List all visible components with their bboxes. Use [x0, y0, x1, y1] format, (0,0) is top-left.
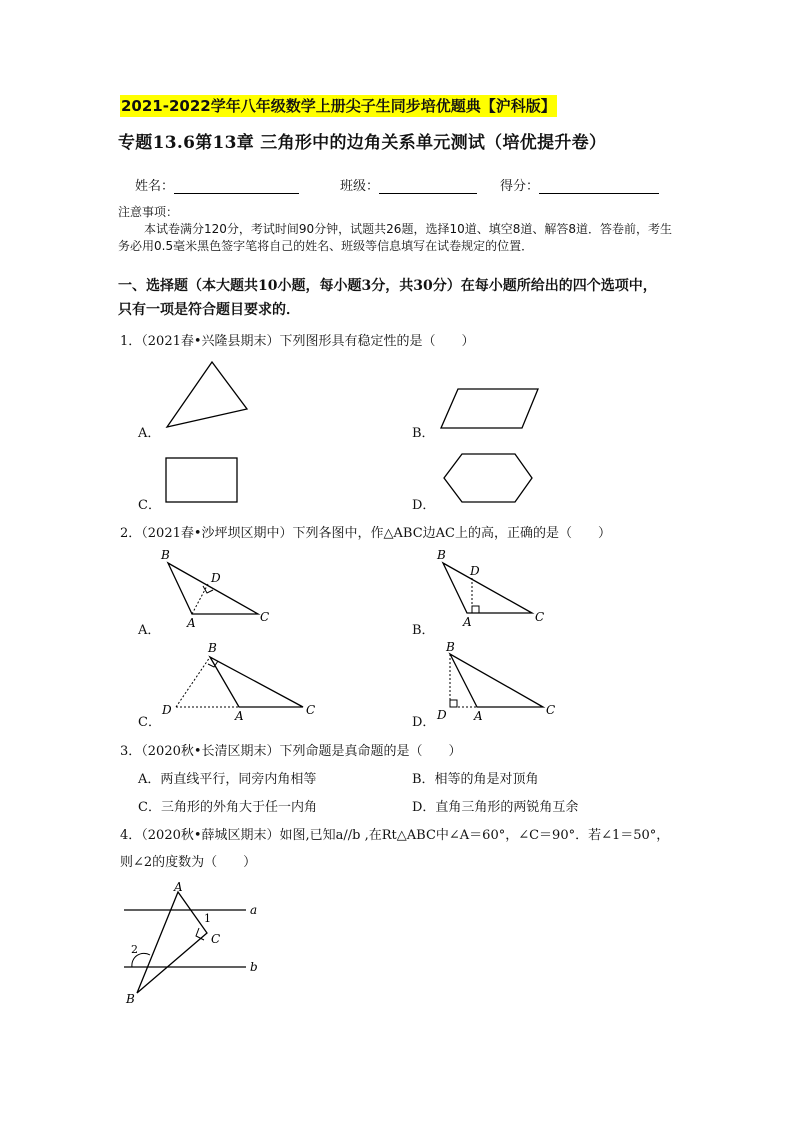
page-title: 专题13.6第13章 三角形中的边角关系单元测试（培优提升卷）	[118, 133, 607, 153]
q2a-label-a: A	[187, 616, 196, 630]
series-banner: 2021-2022学年八年级数学上册尖子生同步培优题典【沪科版】	[121, 97, 556, 115]
q3-option-d[interactable]: D．直角三角形的两锐角互余	[412, 800, 579, 815]
q4-label-C: C	[211, 932, 221, 946]
q2d-label-a: A	[474, 709, 483, 723]
q1-option-d[interactable]: D．	[412, 498, 436, 513]
q2a-label-b: B	[161, 548, 170, 562]
q1-stem: 1．（2021春•兴隆县期末）下列图形具有稳定性的是（ ）	[120, 334, 475, 349]
section1-line2: 只有一项是符合题目要求的．	[118, 302, 300, 318]
q2a-label-d: D	[211, 571, 221, 585]
q2-option-c[interactable]: C．	[138, 715, 161, 730]
q2c-label-c: C	[306, 703, 316, 717]
class-label: 班级：	[340, 179, 380, 194]
q2b-label-c: C	[535, 610, 545, 624]
score-label: 得分：	[500, 179, 540, 194]
q2d-label-b: B	[446, 640, 455, 654]
q4-label-angle2: 2	[131, 943, 138, 956]
q2c-label-a: A	[235, 709, 244, 723]
name-label: 姓名：	[135, 179, 175, 194]
q2c-label-b: B	[208, 641, 217, 655]
q4-label-B: B	[126, 992, 135, 1006]
q2d-label-c: C	[546, 703, 556, 717]
q4-triangle	[137, 892, 207, 993]
q2b-label-d: D	[470, 564, 480, 578]
q2-option-d[interactable]: D．	[412, 715, 436, 730]
q4-label-line-b: b	[250, 960, 258, 974]
q4-label-angle1: 1	[204, 912, 211, 925]
q2b-label-a: A	[463, 615, 472, 629]
q4-stem-line2: 则∠2的度数为（ ）	[120, 855, 257, 870]
q4-stem-line1: 4．（2020秋•薛城区期末）如图,已知a//b ,在Rt△ABC中∠A＝60°，∠C＝90°．若∠1＝50°，	[120, 828, 670, 843]
q4-right-angle-mark	[196, 928, 204, 940]
q3-option-a[interactable]: A．两直线平行，同旁内角相等	[138, 772, 317, 787]
q2c-label-d: D	[162, 703, 172, 717]
q2a-label-c: C	[260, 610, 270, 624]
q3-option-c[interactable]: C．三角形的外角大于任一内角	[138, 800, 317, 815]
section1-line1: 一、选择题（本大题共10小题，每小题3分，共30分）在每小题所给出的四个选项中，	[118, 278, 657, 294]
q3-option-b[interactable]: B．相等的角是对顶角	[412, 772, 539, 787]
notes-body: 本试卷满分120分，考试时间90分钟，试题共26题，选择10道、填空8道、解答8道．答卷前，考生务必用0.5毫米黑色签字笔将自己的姓名、班级等信息填写在试卷规定的位置．	[118, 222, 672, 253]
q1-option-b[interactable]: B．	[412, 426, 435, 441]
q2-option-b[interactable]: B．	[412, 623, 435, 638]
q4-label-A: A	[174, 880, 183, 894]
q2-option-a[interactable]: A．	[138, 623, 161, 638]
q2b-label-b: B	[437, 548, 446, 562]
q2-stem: 2．（2021春•沙坪坝区期中）下列各图中，作△ABC边AC上的高，正确的是（ ）	[120, 526, 611, 541]
q1-option-a[interactable]: A．	[138, 426, 161, 441]
notes-heading: 注意事项：	[118, 205, 179, 219]
q2d-label-d: D	[437, 708, 447, 722]
q1-option-c[interactable]: C．	[138, 498, 161, 513]
q3-stem: 3．（2020秋•长清区期末）下列命题是真命题的是（ ）	[120, 744, 462, 759]
q4-label-line-a: a	[250, 903, 258, 917]
